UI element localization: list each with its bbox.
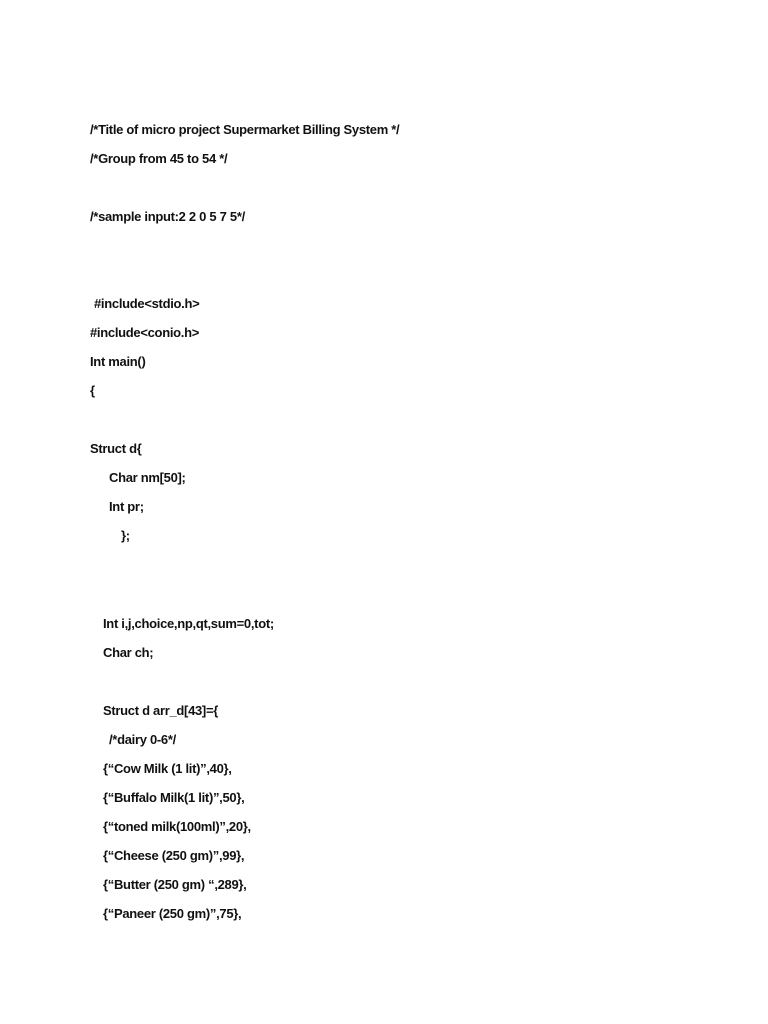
- item-buffalo-milk-line: {“Buffalo Milk(1 lit)”,50},: [103, 790, 245, 805]
- main-open-brace-line: {: [90, 383, 95, 398]
- item-butter-line: {“Butter (250 gm) “,289},: [103, 877, 247, 892]
- struct-member-price-line: Int pr;: [109, 499, 144, 514]
- comment-sample-input-line: /*sample input:2 2 0 5 7 5*/: [90, 209, 245, 224]
- comment-title-line: /*Title of micro project Supermarket Billing System */: [90, 122, 400, 137]
- item-cow-milk-line: {“Cow Milk (1 lit)”,40},: [103, 761, 232, 776]
- include-stdio-line: #include<stdio.h>: [94, 296, 200, 311]
- struct-close-brace-line: };: [121, 528, 130, 543]
- main-declaration-line: Int main(): [90, 354, 146, 369]
- item-cheese-line: {“Cheese (250 gm)”,99},: [103, 848, 245, 863]
- struct-member-name-line: Char nm[50];: [109, 470, 186, 485]
- item-toned-milk-line: {“toned milk(100ml)”,20},: [103, 819, 251, 834]
- comment-group-line: /*Group from 45 to 54 */: [90, 151, 228, 166]
- include-conio-line: #include<conio.h>: [90, 325, 200, 340]
- struct-declaration-line: Struct d{: [90, 441, 142, 456]
- item-paneer-line: {“Paneer (250 gm)”,75},: [103, 906, 242, 921]
- dairy-comment-line: /*dairy 0-6*/: [109, 732, 176, 747]
- variable-declaration-line: Int i,j,choice,np,qt,sum=0,tot;: [103, 616, 274, 631]
- char-declaration-line: Char ch;: [103, 645, 154, 660]
- array-declaration-line: Struct d arr_d[43]={: [103, 703, 219, 718]
